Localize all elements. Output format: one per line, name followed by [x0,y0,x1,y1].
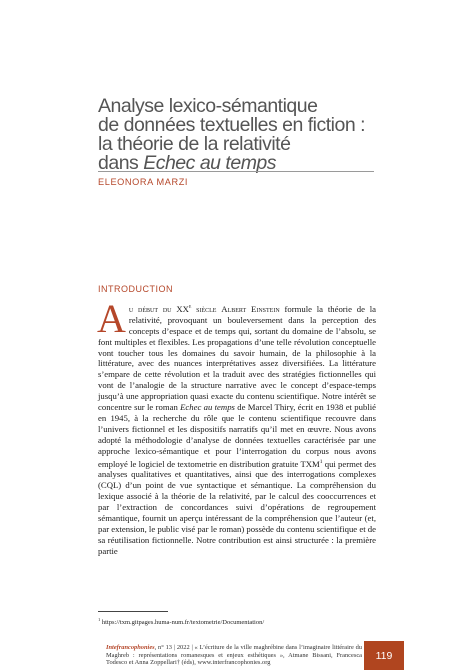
drop-cap: A [97,296,126,341]
footnote [98,617,264,626]
body-part-2: de Marcel Thiry, écrit en 1938 et publié en 1945, à la recherche du rôle que le contenu scientifique recouvre dans l’univers fictionnel et les dispositifs narratifs qu’il met en œuvre. Nous avons adopté la méthodologie d’analyse de données textuelles caractérisée par une approche lexico-sémantique et pour l’interrogation du corpus nous avons employé le logiciel de textometrie en distribution gratuite TXM [98,402,376,469]
page-number: 119 [375,649,393,662]
body-text [97,296,377,557]
footnote-marker: 1 [98,617,101,622]
body-part-3: qui permet des analyses qualitatives et quantitatives, ainsi que des interrogations complexes (CQL) d’un point de vue syntactique et sémantique. La compréhension du lexique associé à la théorie de la relativité, par le calcul des cooccurrences et par l’extraction de concordances suivi d’opérations de regroupement sémantique, fournit un aperçu intéressant de la compréhension que l’auteur (et, par extension, le public visé par le roman) possède du contenu scientifique et de sa réutilisation fictionnelle. Notre contribution est ainsi structurée : la première partie [98,458,376,556]
century-roman: XX [176,303,189,314]
footnote-ref[interactable]: 1 [319,458,323,465]
journal-name: Intefrancophonies [106,644,155,651]
century-sup: e [188,304,192,310]
article-title [98,97,398,173]
footnote-link[interactable]: https://txm.gitpages.huma-num.fr/textometrie/Documentation/ [100,619,265,627]
opening-smallcaps: u début du [128,303,172,314]
footnote-divider [98,611,168,612]
title-line-1: Analyse lexico-sémantique [98,95,318,117]
body-part-1: formule la théorie de la relativité, provoquant un bouleversement dans la perception des concepts d’espace et de temps qui, sortant du domaine de l’absolu, se font multiples et flexibles. Les propagations d’une telle révolution conceptuelle vont toucher tous les domaines du savoir humain, de la philosophie à la littérature, avec des nuances interprétatives assez diversifiées. La littérature s’empare de cette révolution et la traduit avec des stratégies fictionnelles qui vont de l’analogie de la structure narrative avec le concept d’espace-temps jusqu’à une appropriation quasi exacte du contenu scientifique. Notre intérêt se concentre sur le roman [98,303,377,413]
section-heading: INTRODUCTION [98,284,173,294]
citation-text: , n° 13 | 2022 | « L’écriture de la ville maghrébine dans l’imaginaire littéraire du Maghreb : représentations romanesques et enjeux esthétiques », Atmane Bissani, Francesca Todesco et Anna Zoppellari† (éds), www.interfrancophonies.org [106,644,362,667]
title-line-2: de données textuelles en fiction : [98,114,366,136]
einstein-name: Albert Einstein [221,303,280,314]
title-line-4-prefix: dans [98,152,144,174]
page-number-box [364,641,404,670]
journal-citation [106,644,362,667]
century [176,304,191,314]
novel-title: Echec au temps [180,402,235,413]
title-line-3: la théorie de la relativité [98,133,291,155]
siecle: siècle [196,303,217,314]
title-line-4-italic: Echec au temps [143,152,277,174]
title-divider [98,171,374,172]
author-name: ELEONORA MARZI [98,177,189,187]
